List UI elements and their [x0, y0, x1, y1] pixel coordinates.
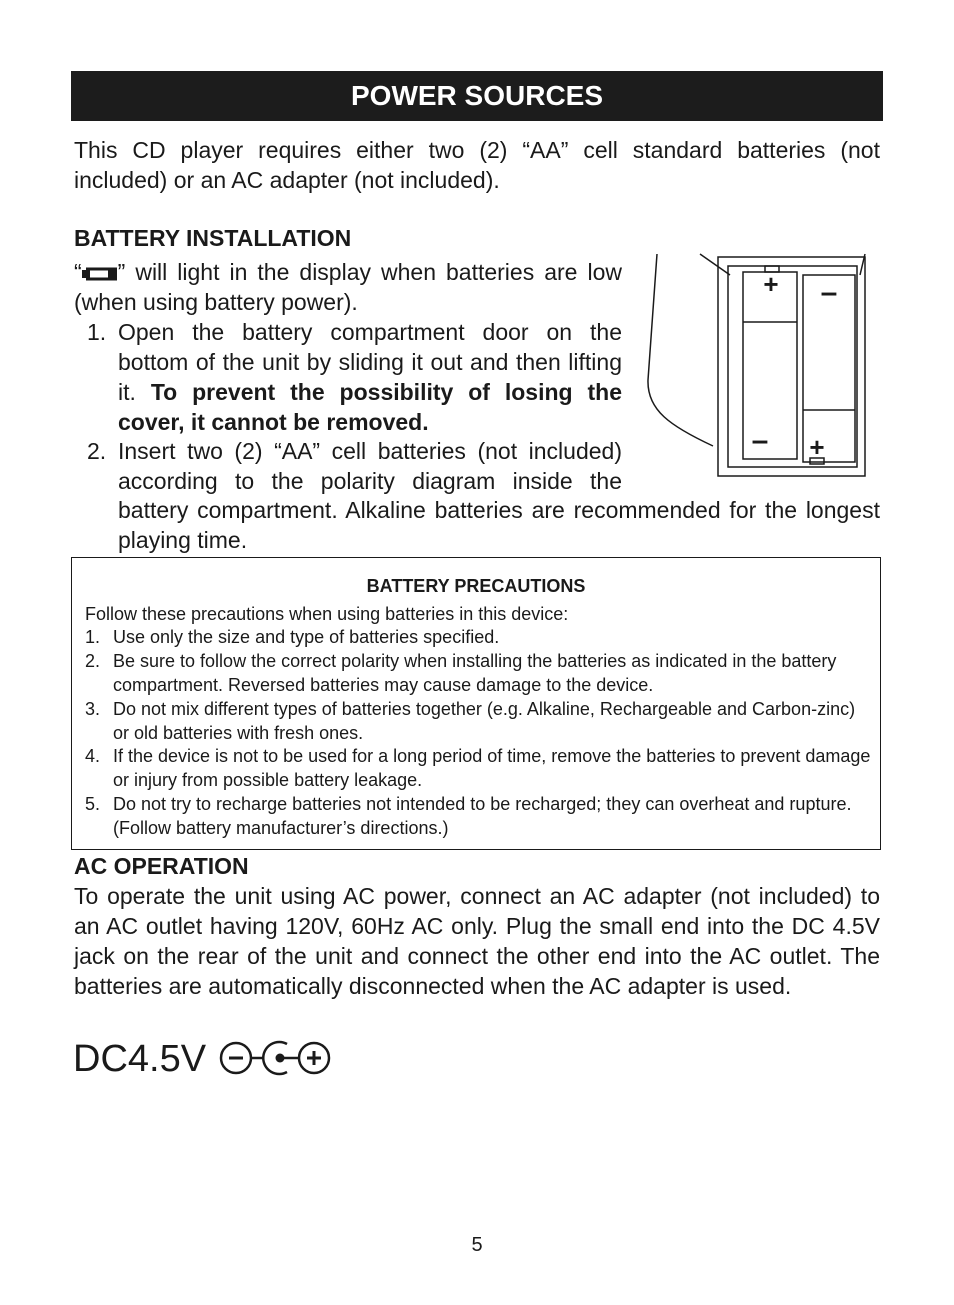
step-2-text-b: battery compartment. Alkaline batteries are recommended for the longest playing time.	[118, 497, 880, 553]
diagram-minus-bottom: –	[751, 424, 769, 457]
open-quote: “	[74, 259, 82, 285]
battery-installation-heading: BATTERY INSTALLATION	[74, 225, 352, 251]
precaution-number: 1.	[85, 627, 101, 647]
diagram-plus-bottom: +	[809, 432, 825, 462]
step-number: 1.	[87, 319, 107, 345]
section-title: POWER SOURCES	[350, 80, 604, 111]
precaution-number: 3.	[85, 699, 101, 719]
precaution-number: 2.	[85, 651, 101, 671]
precautions-intro: Follow these precautions when using batteries in this device:	[85, 604, 569, 624]
intro-paragraph: This CD player requires either two (2) “AA” cell standard batteries (not included) or an AC adapter (not included).	[74, 137, 880, 193]
precaution-item: Do not mix different types of batteries together (e.g. Alkaline, Rechargeable and Carbon-zinc) or old batteries with fresh ones.	[113, 699, 856, 743]
diagram-plus-top: +	[763, 269, 779, 299]
battery-precautions-box	[71, 557, 881, 850]
step-2-text-a: Insert two (2) “AA” cell batteries (not included) according to the polarity diagram inside the	[118, 438, 622, 494]
ac-operation-paragraph: To operate the unit using AC power, connect an AC adapter (not included) to an AC outlet having 120V, 60Hz AC only. Plug the small end into the DC 4.5V jack on the rear of the unit and connect the other end into the AC outlet. The batteries are automatically disconnected when the AC adapter is used.	[74, 883, 880, 999]
step-1-text: Open the battery compartment door on the bottom of the unit by sliding it out and then lifting it.	[118, 319, 622, 405]
precaution-number: 5.	[85, 794, 101, 814]
low-battery-paragraph	[74, 257, 622, 317]
diagram-minus-top: –	[820, 276, 838, 309]
precaution-item: If the device is not to be used for a long period of time, remove the batteries to prevent damage or injury from possible battery leakage.	[113, 746, 871, 790]
ac-operation-heading: AC OPERATION	[74, 853, 249, 879]
center-positive-polarity-icon	[216, 1040, 334, 1076]
precaution-item: Do not try to recharge batteries not intended to be recharged; they can overheat and rupture. (Follow battery manufacturer’s directions.)	[113, 794, 852, 838]
precaution-number: 4.	[85, 746, 101, 766]
precaution-item: Use only the size and type of batteries specified.	[113, 627, 500, 647]
low-battery-icon	[82, 267, 118, 281]
precaution-item: Be sure to follow the correct polarity when installing the batteries as indicated in the battery compartment. Reversed batteries may cause damage to the device.	[113, 651, 837, 695]
step-number: 2.	[87, 438, 107, 464]
section-title-bar	[71, 71, 883, 121]
low-battery-text: ” will light in the display when batteries are low (when using battery power).	[74, 259, 622, 315]
page-number: 5	[471, 1234, 483, 1256]
dc-voltage-label: DC4.5V	[73, 1038, 207, 1080]
battery-compartment-diagram	[645, 250, 880, 485]
step-1	[118, 317, 622, 437]
precautions-title: BATTERY PRECAUTIONS	[366, 576, 586, 596]
step-1-warning: To prevent the possibility of losing the cover, it cannot be removed.	[118, 379, 622, 435]
